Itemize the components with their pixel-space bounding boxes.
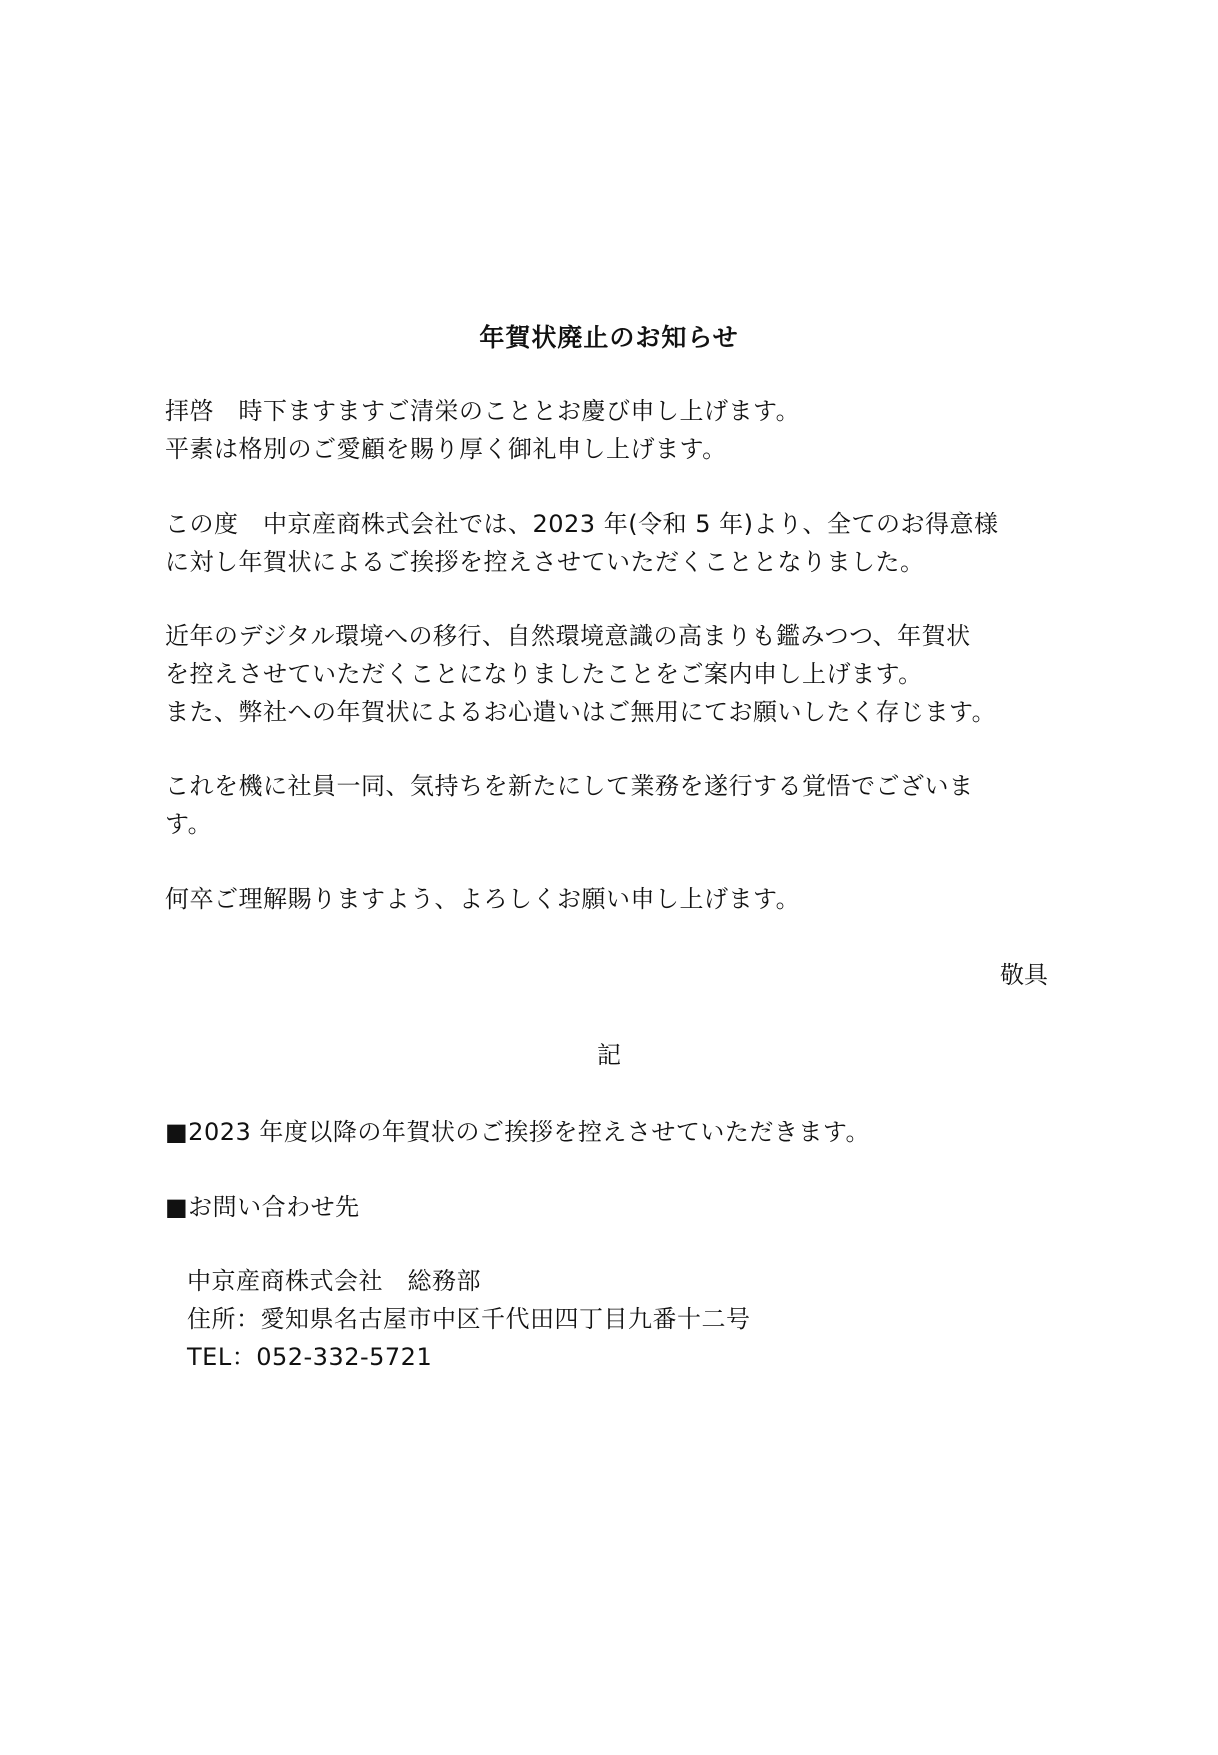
paragraph-3-line-2: す。 bbox=[165, 810, 213, 838]
notice-item-1: ■2023 年度以降の年賀状のご挨拶を控えさせていただきます。 bbox=[165, 1118, 870, 1146]
paragraph-2-line-2: を控えさせていただくことになりましたことをご案内申し上げます。 bbox=[165, 660, 923, 688]
closing-keigu: 敬具 bbox=[1000, 961, 1048, 989]
document-title: 年賀状廃止のお知らせ bbox=[479, 323, 739, 352]
notice-heading: 記 bbox=[597, 1041, 621, 1069]
paragraph-1-line-2: に対し年賀状によるご挨拶を控えさせていただくこととなりました。 bbox=[165, 548, 925, 576]
paragraph-2-line-3: また、弊社への年賀状によるお心遣いはご無用にてお願いしたく存じます。 bbox=[165, 698, 997, 726]
contact-address: 住所：愛知県名古屋市中区千代田四丁目九番十二号 bbox=[187, 1305, 751, 1333]
contact-tel: TEL：052-332-5721 bbox=[187, 1343, 433, 1371]
paragraph-3-line-1: これを機に社員一同、気持ちを新たにして業務を遂行する覚悟でございま bbox=[165, 772, 974, 800]
greeting-line-2: 平素は格別のご愛顧を賜り厚く御礼申し上げます。 bbox=[165, 435, 727, 463]
greeting-line-1: 拝啓 時下ますますご清栄のこととお慶び申し上げます。 bbox=[165, 397, 801, 425]
paragraph-2-line-1: 近年のデジタル環境への移行、自然環境意識の高まりも鑑みつつ、年賀状 bbox=[165, 622, 971, 650]
contact-company: 中京産商株式会社 総務部 bbox=[187, 1267, 481, 1295]
paragraph-4: 何卒ご理解賜りますよう、よろしくお願い申し上げます。 bbox=[165, 885, 801, 913]
notice-item-2-heading: ■お問い合わせ先 bbox=[165, 1193, 360, 1221]
paragraph-1-line-1: この度 中京産商株式会社では、2023 年(令和 5 年)より、全てのお得意様 bbox=[165, 510, 999, 538]
